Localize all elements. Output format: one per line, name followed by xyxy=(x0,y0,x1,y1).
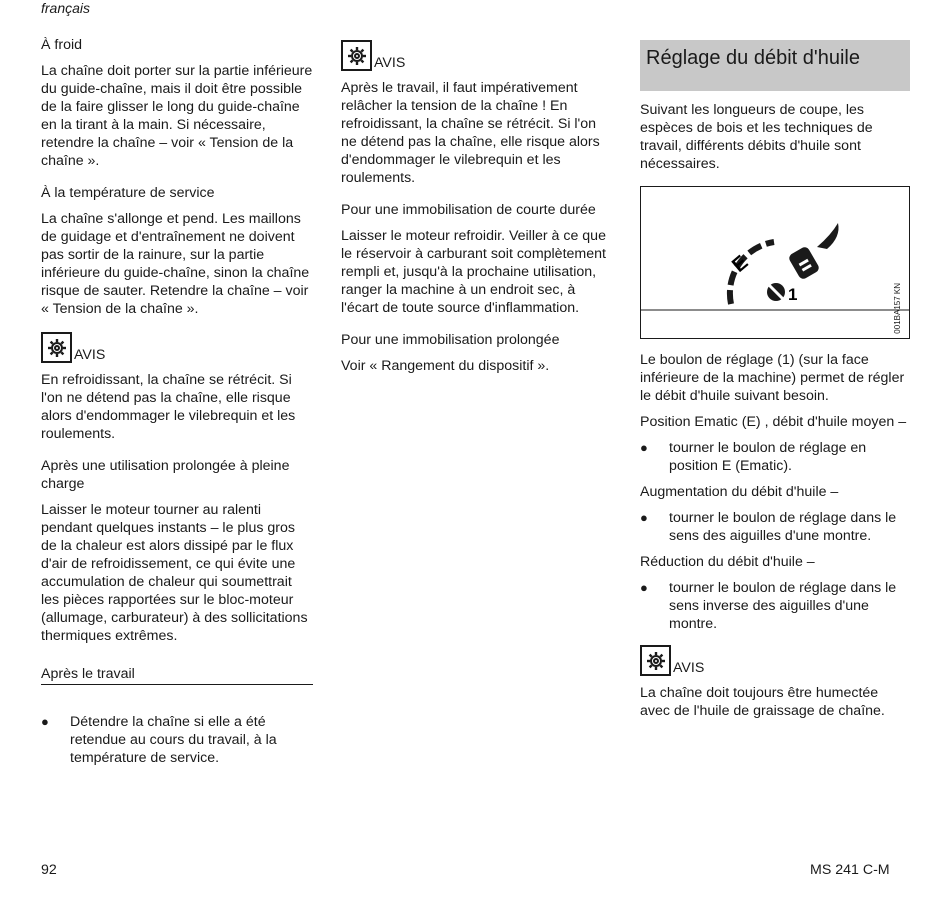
avis-notice xyxy=(640,645,910,676)
section-title: Réglage du débit d'huile xyxy=(640,40,910,91)
oil-can-icon xyxy=(787,223,838,281)
paragraph-prolongee: Voir « Rangement du dispositif ». xyxy=(341,358,550,374)
bullet-text: tourner le boulon de réglage en position E (Ematic). xyxy=(669,440,867,474)
paragraph-reduction: Réduction du débit d'huile – xyxy=(640,554,815,570)
avis-label: AVIS xyxy=(673,660,705,676)
list-item xyxy=(640,439,910,475)
avis-notice xyxy=(41,332,313,363)
avis-label: AVIS xyxy=(74,347,106,363)
bullet-icon: ● xyxy=(640,440,648,455)
oil-adjust-illustration xyxy=(641,187,909,337)
heading-prolongee: Après une utilisation prolongée à pleine charge xyxy=(41,458,290,492)
model-name: MS 241 C-M xyxy=(810,862,890,878)
heading-service: À la température de service xyxy=(41,185,215,201)
gear-icon xyxy=(341,40,372,71)
paragraph-service: La chaîne s'allonge et pend. Les maillons de guidage et d'entraînement ne doivent pas sortir de la rainure, sur la partie inférieure du guide-chaîne, sinon la chaîne risque de sauter. Retendre la chaîne – voir « Tension de la chaîne ». xyxy=(41,211,310,317)
column-right xyxy=(640,40,910,734)
column-middle xyxy=(341,40,613,389)
paragraph-avis: En refroidissant, la chaîne se rétrécit. Si l'on ne détend pas la chaîne, elle risque alors d'endommager le vilebrequin et les roulements. xyxy=(41,372,296,442)
gear-icon xyxy=(640,645,671,676)
avis-label: AVIS xyxy=(374,55,406,71)
paragraph-boulon: Le boulon de réglage (1) (sur la face inférieure de la machine) permet de régler le débit d'huile suivant besoin. xyxy=(640,352,905,404)
figure-number: 1 xyxy=(788,285,798,304)
list-item xyxy=(640,509,910,545)
bullet-text: Détendre la chaîne si elle a été retendue au cours du travail, à la température de service. xyxy=(70,714,277,766)
paragraph-ematic: Position Ematic (E) , débit d'huile moyen – xyxy=(640,414,907,430)
figure-code: 001BA157 KN xyxy=(893,283,902,334)
bullet-icon: ● xyxy=(640,580,648,595)
column-left xyxy=(41,36,313,775)
bullet-icon: ● xyxy=(640,510,648,525)
heading-apres-travail: Après le travail xyxy=(41,665,313,685)
bullet-text: tourner le boulon de réglage dans le sens inverse des aiguilles d'une montre. xyxy=(669,580,897,632)
letter-e: E xyxy=(728,251,753,277)
paragraph-avis: Après le travail, il faut impérativement relâcher la tension de la chaîne ! En refroidissant, la chaîne se rétrécit. Si l'on ne détend pas la chaîne, elle risque alors d'endommager le vilebrequin et les roulements. xyxy=(341,80,600,186)
gear-icon xyxy=(41,332,72,363)
oil-adjust-figure xyxy=(640,186,910,339)
heading-courte-duree: Pour une immobilisation de courte durée xyxy=(341,202,596,218)
list-item xyxy=(41,713,313,767)
paragraph-avis: La chaîne doit toujours être humectée avec de l'huile de graissage de chaîne. xyxy=(640,685,885,719)
bullet-icon: ● xyxy=(41,714,49,729)
language-label: français xyxy=(41,0,91,16)
bullet-text: tourner le boulon de réglage dans le sens des aiguilles d'une montre. xyxy=(669,510,897,544)
list-item xyxy=(640,579,910,633)
heading-prolongee: Pour une immobilisation prolongée xyxy=(341,332,560,348)
paragraph-intro: Suivant les longueurs de coupe, les espèces de bois et les techniques de travail, différents débits d'huile sont nécessaires. xyxy=(640,102,873,172)
paragraph-courte-duree: Laisser le moteur refroidir. Veiller à ce que le réservoir à carburant soit complètement rempli et, jusqu'à la prochaine utilisation, ranger la machine à un endroit sec, à l'écart de toute source d'inflammation. xyxy=(341,228,606,316)
paragraph-prolongee: Laisser le moteur tourner au ralenti pendant quelques instants – le plus gros de la chaleur est alors dissipé par le flux d'air de refroidissement, ce qui évite une accumulation de chaleur qui soumettrait les pièces rapportées sur le bloc-moteur (allumage, carburateur) à des sollicitations thermiques extrêmes. xyxy=(41,502,308,644)
avis-notice xyxy=(341,40,613,71)
page-number: 92 xyxy=(41,862,57,878)
heading-froid: À froid xyxy=(41,37,83,53)
paragraph-augmentation: Augmentation du débit d'huile – xyxy=(640,484,839,500)
paragraph-froid: La chaîne doit porter sur la partie inférieure du guide-chaîne, mais il doit être possible de la faire glisser le long du guide-chaîne en la tirant à la main. Si nécessaire, retendre la chaîne – voir « Tension de la chaîne ». xyxy=(41,63,313,169)
